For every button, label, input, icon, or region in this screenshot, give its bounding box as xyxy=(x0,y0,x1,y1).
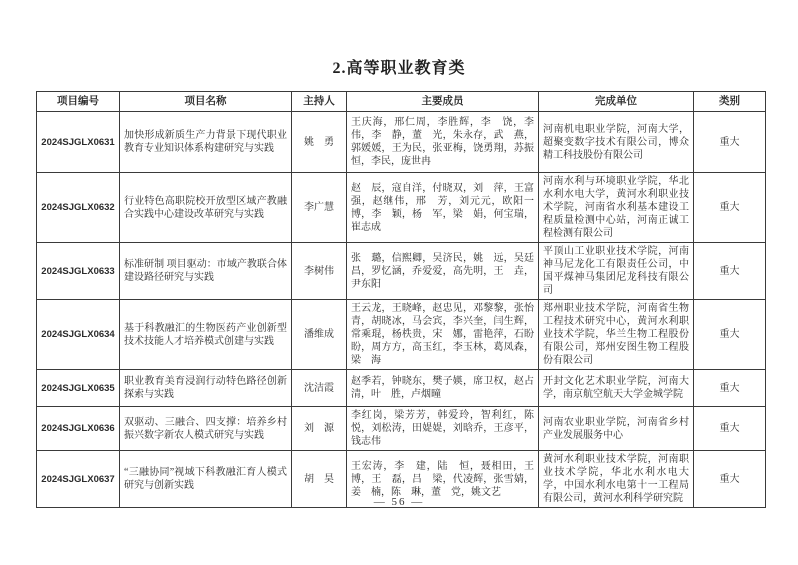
project-members: 李红岗，梁芳芳，韩爱玲，智利红，陈 悦，刘松涛，田媞媞，刘晗乔，王彦平，钱志伟 xyxy=(347,407,539,451)
project-table xyxy=(36,91,766,508)
project-leader: 李广慧 xyxy=(292,173,347,243)
col-header-leader: 主持人 xyxy=(292,92,347,112)
project-category: 重大 xyxy=(694,407,766,451)
project-unit: 河南水利与环境职业学院，华北水利水电大学，黄河水利职业技术学院，河南省水利基本建设工程质量检测中心站，河南正诚工程检测有限公司 xyxy=(539,173,694,243)
project-id: 2024SJGLX0633 xyxy=(37,243,120,300)
project-name: “三融协同”视域下科教融汇育人模式研究与创新实践 xyxy=(120,451,292,508)
project-name: 标准研制 项目驱动：市域产教联合体建设路径研究与实践 xyxy=(120,243,292,300)
project-id: 2024SJGLX0631 xyxy=(37,112,120,173)
col-header-project-name: 项目名称 xyxy=(120,92,292,112)
project-category: 重大 xyxy=(694,173,766,243)
project-members: 赵 辰，寇自洋，付晓双，刘 萍，王富强，赵继伟，邢 芳，刘元元，欧阳一博，李 颖，杨 军，梁 娟，何宝瑞，崔志成 xyxy=(347,173,539,243)
table-row xyxy=(37,300,766,370)
project-id: 2024SJGLX0632 xyxy=(37,173,120,243)
project-category: 重大 xyxy=(694,451,766,508)
project-id: 2024SJGLX0636 xyxy=(37,407,120,451)
project-leader: 李树伟 xyxy=(292,243,347,300)
project-leader: 刘 源 xyxy=(292,407,347,451)
project-unit: 河南农业职业学院，河南省乡村产业发展服务中心 xyxy=(539,407,694,451)
col-header-unit: 完成单位 xyxy=(539,92,694,112)
project-category: 重大 xyxy=(694,243,766,300)
project-name: 基于科教融汇的生物医药产业创新型技术技能人才培养模式创建与实践 xyxy=(120,300,292,370)
project-members: 赵季若，钟晓东，樊子媖，席卫权，赵占清，叶 胜，卢烟曈 xyxy=(347,370,539,407)
project-unit: 郑州职业技术学院，河南省生物工程技术研究中心，黄河水利职业技术学院，华兰生物工程股份有限公司，郑州安图生物工程股份有限公司 xyxy=(539,300,694,370)
project-members: 王云龙，王晓峰，赵忠见，邓黎黎，张怡青，胡晓冰，马会宾，李兴奎，闫生辉，常乘琨，杨柣贵，宋 娜，雷艳萍，石盼盼，周方方，高玉红，李玉林，葛凤森，梁 海 xyxy=(347,300,539,370)
project-category: 重大 xyxy=(694,300,766,370)
col-header-project-id: 项目编号 xyxy=(37,92,120,112)
project-name: 职业教育美育浸润行动特色路径创新探索与实践 xyxy=(120,370,292,407)
col-header-members: 主要成员 xyxy=(347,92,539,112)
project-name: 行业特色高职院校开放型区域产教融合实践中心建设改革研究与实践 xyxy=(120,173,292,243)
table-row xyxy=(37,243,766,300)
project-id: 2024SJGLX0637 xyxy=(37,451,120,508)
project-id: 2024SJGLX0634 xyxy=(37,300,120,370)
project-leader: 姚 勇 xyxy=(292,112,347,173)
project-members: 王宏涛，李 建，陆 恒，聂相田，王 博，王 磊，吕 梁，代凌辉，张雪婧，姜 楠，陈 琳，董 党，姚文艺 xyxy=(347,451,539,508)
project-name: 双驱动、三融合、四支撑：培养乡村振兴数字新农人模式研究与实践 xyxy=(120,407,292,451)
project-unit: 开封文化艺术职业学院，河南大学，南京航空航天大学金城学院 xyxy=(539,370,694,407)
project-unit: 河南机电职业学院，河南大学，超聚变数字技术有限公司，博众精工科技股份有限公司 xyxy=(539,112,694,173)
table-row xyxy=(37,370,766,407)
project-leader: 沈洁霞 xyxy=(292,370,347,407)
project-name: 加快形成新质生产力背景下现代职业教育专业知识体系构建研究与实践 xyxy=(120,112,292,173)
project-leader: 胡 昊 xyxy=(292,451,347,508)
project-id: 2024SJGLX0635 xyxy=(37,370,120,407)
table-header-row xyxy=(37,92,766,112)
project-members: 张 璐，信熙卿，吴济民，姚 远，吴廷昌，罗忆涵，乔爱爱，高先明，王 垚，尹东阳 xyxy=(347,243,539,300)
page-number: — 56 — xyxy=(373,496,425,508)
page-title: 2.高等职业教育类 xyxy=(332,60,466,77)
project-unit: 平顶山工业职业技术学院，河南神马尼龙化工有限责任公司，中国平煤神马集团尼龙科技有限公司 xyxy=(539,243,694,300)
table-row xyxy=(37,173,766,243)
table-row xyxy=(37,112,766,173)
table-row xyxy=(37,407,766,451)
project-unit: 黄河水利职业技术学院，河南职业技术学院，华北水利水电大学，中国水利水电第十一工程局有限公司，黄河水利科学研究院 xyxy=(539,451,694,508)
project-category: 重大 xyxy=(694,112,766,173)
project-leader: 潘维成 xyxy=(292,300,347,370)
project-members: 王庆海，邢仁周，李胜辉，李 饶，李 伟，李 静，董 光，朱永存，武 燕，郭媛媛，王为民，张亚梅，饶勇翔，苏振恒，李民，庞世冉 xyxy=(347,112,539,173)
project-category: 重大 xyxy=(694,370,766,407)
col-header-category: 类别 xyxy=(694,92,766,112)
